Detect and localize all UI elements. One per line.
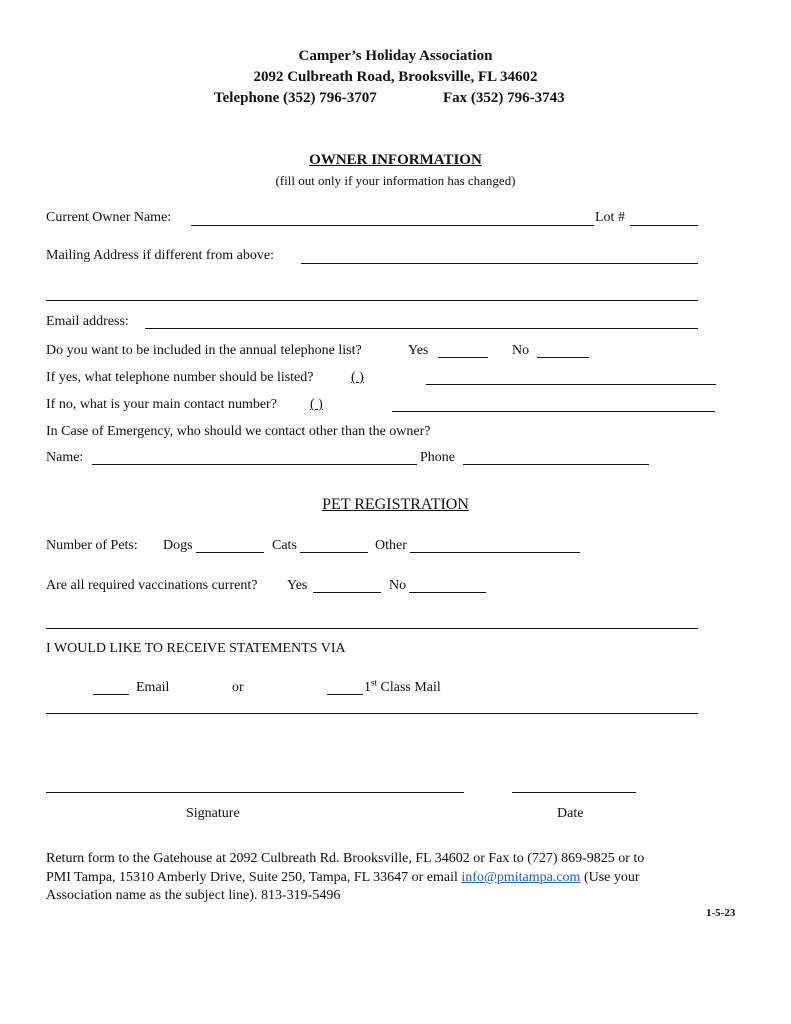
footer-line-1: Return form to the Gatehouse at 2092 Culbreath Rd. Brooksville, FL 34602 or Fax to (727) 869-9825 or to	[46, 851, 645, 866]
vaccinations-no-field[interactable]	[409, 592, 486, 593]
mailing-address-label: Mailing Address if different from above:	[46, 248, 274, 263]
pets-number-label: Number of Pets:	[46, 538, 138, 553]
signature-label: Signature	[186, 806, 240, 821]
org-address: 2092 Culbreath Road, Brooksville, FL 34602	[253, 69, 538, 85]
cats-label: Cats	[272, 538, 297, 553]
vaccinations-yes-field[interactable]	[313, 592, 381, 593]
section-divider-2	[46, 713, 698, 714]
footer-email-link[interactable]: info@pmitampa.com	[461, 870, 581, 885]
statement-email-label: Email	[136, 680, 170, 695]
other-field[interactable]	[410, 552, 580, 553]
main-contact-label: If no, what is your main contact number?	[46, 397, 277, 412]
emergency-name-field[interactable]	[92, 464, 417, 465]
org-fax: Fax (352) 796-3743	[443, 90, 565, 106]
footer-line-2: PMI Tampa, 15310 Amberly Drive, Suite 250, Tampa, FL 33647 or email info@pmitampa.com (Use your	[46, 870, 640, 885]
vaccinations-no-label: No	[389, 578, 407, 593]
org-telephone: Telephone (352) 796-3707	[214, 90, 377, 106]
main-contact-field[interactable]	[392, 411, 715, 412]
statement-mail-field[interactable]	[327, 694, 363, 695]
date-field[interactable]	[512, 792, 636, 793]
lot-label: Lot #	[595, 210, 625, 225]
current-owner-label: Current Owner Name:	[46, 210, 172, 225]
emergency-question: In Case of Emergency, who should we contact other than the owner?	[46, 424, 431, 439]
phone-list-yes-field[interactable]	[438, 357, 488, 358]
emergency-phone-label: Phone	[420, 450, 455, 465]
listed-number-area-code[interactable]: ( )	[351, 370, 364, 385]
dogs-label: Dogs	[163, 538, 193, 553]
main-contact-area-code[interactable]: ( )	[310, 397, 323, 412]
phone-list-yes-label: Yes	[408, 343, 429, 358]
other-label: Other	[375, 538, 407, 553]
email-label: Email address:	[46, 314, 129, 329]
statement-or-label: or	[232, 680, 244, 695]
listed-number-label: If yes, what telephone number should be listed?	[46, 370, 314, 385]
owner-section-title: OWNER INFORMATION	[309, 152, 482, 168]
statement-mail-label: 1st Class Mail	[364, 677, 441, 695]
vaccinations-question: Are all required vaccinations current?	[46, 578, 258, 593]
org-name: Camper’s Holiday Association	[298, 48, 493, 64]
mailing-address-field[interactable]	[301, 263, 698, 264]
dogs-field[interactable]	[196, 552, 264, 553]
vaccinations-yes-label: Yes	[287, 578, 308, 593]
mailing-address-field-2[interactable]	[46, 300, 698, 301]
email-field[interactable]	[145, 328, 698, 329]
date-label: Date	[557, 806, 584, 821]
phone-list-no-label: No	[512, 343, 530, 358]
emergency-name-label: Name:	[46, 450, 84, 465]
emergency-phone-field[interactable]	[463, 464, 649, 465]
phone-list-no-field[interactable]	[537, 357, 589, 358]
phone-list-question: Do you want to be included in the annual telephone list?	[46, 343, 362, 358]
lot-field[interactable]	[630, 225, 698, 226]
footer-line-3: Association name as the subject line). 813-319-5496	[46, 888, 341, 903]
version-code: 1-5-23	[706, 907, 736, 919]
current-owner-field[interactable]	[191, 225, 594, 226]
statements-title: I WOULD LIKE TO RECEIVE STATEMENTS VIA	[46, 641, 346, 656]
pet-section-title: PET REGISTRATION	[322, 496, 469, 513]
statement-email-field[interactable]	[93, 694, 129, 695]
cats-field[interactable]	[300, 552, 368, 553]
listed-number-field[interactable]	[426, 384, 716, 385]
signature-field[interactable]	[46, 792, 464, 793]
section-divider-1	[46, 628, 698, 629]
owner-section-subtitle: (fill out only if your information has changed)	[275, 173, 516, 188]
